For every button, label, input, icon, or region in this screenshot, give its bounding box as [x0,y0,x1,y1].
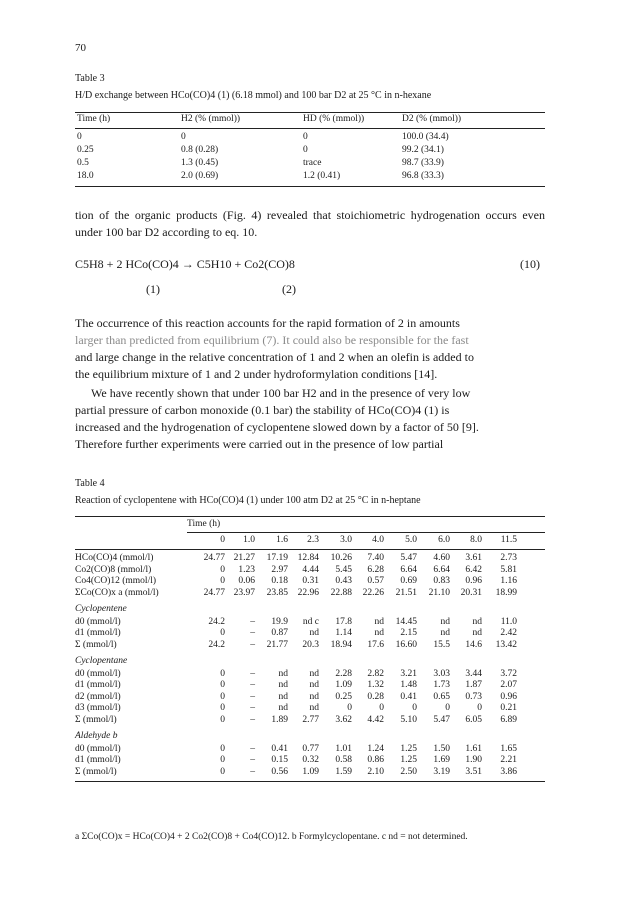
t3-cell: 18.0 [77,171,94,181]
t3-cell: 0 [303,145,308,155]
t4-cell: 6.64 [400,564,417,575]
t4-time-col: 8.0 [470,535,482,545]
t4-cell: 0.41 [400,691,417,702]
t4-cell: 13.42 [495,639,517,650]
t4-cell: 21.77 [266,639,288,650]
t4-cell: 24.2 [208,616,225,627]
t4-cell: 3.72 [500,668,517,679]
t4-cell: 20.3 [302,639,319,650]
t4-cell: 0.18 [271,576,288,586]
t3-cell: 2.0 (0.69) [181,171,219,181]
t4-cell: 1.16 [500,576,517,586]
t4-cell: 1.24 [367,743,384,754]
table-rule [75,549,545,550]
t4-cell: 2.82 [367,668,384,679]
t4-cell: 10.26 [330,553,352,563]
t4-cell: 2.73 [500,553,517,563]
t4-cell: 22.96 [297,587,319,598]
t4-cell: – [250,703,255,713]
t4-cell: 3.03 [433,668,450,679]
t4-cell: 0.57 [367,576,384,586]
t4-cell: 0.41 [271,743,288,754]
t4-cell: 19.9 [271,616,288,627]
t3-cell: 1.3 (0.45) [181,158,219,168]
t4-cell: 5.47 [400,553,417,563]
t4-cell: 0.86 [367,755,384,765]
t4-cell: nd [374,616,384,627]
t4-cell: 0 [220,576,225,586]
t4-cell: 21.27 [233,553,255,563]
t3-header-time: Time (h) [77,114,111,124]
t4-cell: 1.65 [500,743,517,754]
t3-cell: 100.0 (34.4) [402,132,449,142]
t4-cell: 1.25 [400,755,417,765]
table4-caption: Reaction of cyclopentene with HCo(CO)4 (1) under 100 atm D2 at 25 °C in n-heptane [75,495,421,506]
t4-row-label: d0 (mmol/l) [75,668,121,679]
t3-cell: 0 [303,132,308,142]
t4-cell: 3.44 [465,668,482,679]
t4-cell: 17.6 [367,639,384,650]
equation-label-1: (1) [146,282,160,296]
t4-cell: nd [309,703,319,713]
t4-cell: nd c [302,616,319,627]
t4-cell: 0.96 [500,691,517,702]
t4-cell: nd [440,616,450,627]
t4-cell: 0.28 [367,691,384,702]
t4-cell: 6.28 [367,564,384,575]
t4-row-label: HCo(CO)4 (mmol/l) [75,553,154,563]
t4-cell: 1.01 [335,743,352,754]
t4-cell: 2.77 [302,714,319,725]
t3-cell: 96.8 (33.3) [402,171,444,181]
t4-cell: 3.19 [433,766,450,777]
t4-cell: 4.42 [367,714,384,725]
table4-footnote: a ΣCo(CO)x = HCo(CO)4 + 2 Co2(CO)8 + Co4(CO)12. b Formylcyclopentane. c nd = not determined. [75,832,468,842]
t4-row-label: d0 (mmol/l) [75,743,121,754]
t4-cell: – [250,616,255,627]
t4-cell: 0.96 [465,576,482,586]
t4-time-col: 11.5 [500,535,517,545]
t4-cell: 2.42 [500,628,517,638]
t4-cell: 0.77 [302,743,319,754]
equation-label-2: (2) [282,282,296,296]
t4-cell: 0 [412,703,417,713]
t4-cell: 3.61 [465,553,482,563]
t3-cell: 0.25 [77,145,94,155]
t4-cell: 21.10 [428,587,450,598]
t4-cell: 21.51 [395,587,417,598]
t4-time-header: Time (h) [187,519,221,529]
t4-time-col: 2.3 [307,535,319,545]
t4-cell: 3.86 [500,766,517,777]
t4-cell: 0.31 [302,576,319,586]
t4-cell: 14.6 [465,639,482,650]
t3-cell: 1.2 (0.41) [303,171,341,181]
t4-cell: 23.97 [233,587,255,598]
t4-cell: – [250,743,255,754]
table3-label: Table 3 [75,73,105,84]
t4-cell: 14.45 [395,616,417,627]
para3-line4: Therefore further experiments were carried out in the presence of low partial [75,437,444,451]
para3-line1: We have recently shown that under 100 bar H2 and in the presence of very low [91,386,471,400]
t4-cell: 2.07 [500,680,517,690]
t4-cell: 0 [220,680,225,690]
t4-cell: 4.44 [302,564,319,575]
t4-cell: – [250,680,255,690]
t4-cell: nd [309,680,319,690]
t4-time-col: 4.0 [372,535,384,545]
t4-cell: – [250,755,255,765]
t4-cell: 0.65 [433,691,450,702]
t4-cell: 0 [220,691,225,702]
t4-cell: 0.21 [500,703,517,713]
t3-cell: 99.2 (34.1) [402,145,444,155]
t4-cell: 24.77 [203,553,225,563]
para3-line2: partial pressure of carbon monoxide (0.1 bar) the stability of HCo(CO)4 (1) is [75,403,450,417]
table3 [75,112,545,192]
table-rule [75,781,545,782]
t4-cell: 5.47 [433,714,450,725]
t4-cell: 2.28 [335,668,352,679]
t4-row-label: Σ (mmol/l) [75,639,117,650]
para2-line1: The occurrence of this reaction accounts for the rapid formation of 2 in amounts [75,316,460,330]
t4-group-title: Cyclopentane [75,656,128,666]
t4-cell: 0 [220,743,225,754]
t3-cell: trace [303,158,322,168]
t4-cell: 23.85 [266,587,288,598]
t4-cell: 0 [347,703,352,713]
t3-cell: 0 [181,132,186,142]
t4-cell: 0.83 [433,576,450,586]
t4-cell: 0 [477,703,482,713]
table4 [75,516,545,836]
table3-caption: H/D exchange between HCo(CO)4 (1) (6.18 mmol) and 100 bar D2 at 25 °C in n-hexane [75,90,432,101]
t4-time-col: 1.0 [243,535,255,545]
t4-row-label: Co2(CO)8 (mmol/l) [75,564,152,575]
t4-cell: 2.10 [367,766,384,777]
t4-row-label: d1 (mmol/l) [75,755,121,765]
t4-cell: 3.51 [465,766,482,777]
t4-time-col: 3.0 [340,535,352,545]
t4-cell: 5.81 [500,564,517,575]
t4-cell: 0.73 [465,691,482,702]
t4-cell: 0 [220,703,225,713]
t3-cell: 0 [77,132,82,142]
t4-cell: 0.43 [335,576,352,586]
t4-cell: 1.32 [367,680,384,690]
t4-cell: 18.99 [495,587,517,598]
t4-cell: nd [278,703,288,713]
t3-header-h2: H2 (% (mmol)) [181,114,241,124]
t4-cell: 1.90 [465,755,482,765]
t4-cell: 5.10 [400,714,417,725]
t4-cell: nd [309,668,319,679]
t4-cell: 1.14 [335,628,352,638]
t4-time-col: 6.0 [438,535,450,545]
t4-cell: nd [278,668,288,679]
t4-cell: 20.31 [460,587,482,598]
t4-cell: 6.42 [465,564,482,575]
para2-line4: the equilibrium mixture of 1 and 2 under hydroformylation conditions [14]. [75,367,438,381]
t4-row-label: Co4(CO)12 (mmol/l) [75,576,157,586]
t4-group-title: Cyclopentene [75,604,127,614]
t4-cell: nd [309,691,319,702]
table-rule [75,516,545,517]
page-number: 70 [75,42,86,54]
para2-line3: and large change in the relative concentration of 1 and 2 when an olefin is added to [75,350,474,364]
t4-cell: – [250,714,255,725]
t4-cell: 1.73 [433,680,450,690]
t3-header-d2: D2 (% (mmol)) [402,114,462,124]
t4-cell: 0.25 [335,691,352,702]
t4-cell: 0.15 [271,755,288,765]
t4-cell: 2.15 [400,628,417,638]
t4-time-col: 1.6 [276,535,288,545]
t4-cell: nd [374,628,384,638]
t3-cell: 0.8 (0.28) [181,145,219,155]
t4-cell: 0 [220,668,225,679]
t4-cell: 15.5 [433,639,450,650]
t4-row-label: ΣCo(CO)x a (mmol/l) [75,587,159,598]
t4-cell: 6.05 [465,714,482,725]
paragraph-2 [75,315,545,383]
table-rule [187,532,545,533]
equation-10: C5H8 + 2 HCo(CO)4 → C5H10 + Co2(CO)8 [75,257,295,271]
t4-cell: 0.58 [335,755,352,765]
t4-cell: 4.60 [433,553,450,563]
t4-cell: 0 [220,755,225,765]
t4-cell: 1.09 [335,680,352,690]
t4-cell: 7.40 [367,553,384,563]
t4-cell: 2.21 [500,755,517,765]
t4-cell: 2.97 [271,564,288,575]
t4-cell: 1.59 [335,766,352,777]
t4-cell: 0 [445,703,450,713]
t4-cell: 1.48 [400,680,417,690]
t4-cell: 16.60 [395,639,417,650]
t4-row-label: d2 (mmol/l) [75,691,121,702]
t4-cell: 1.69 [433,755,450,765]
t4-cell: 11.0 [500,616,517,627]
t4-cell: 3.62 [335,714,352,725]
para2-line2: larger than predicted from equilibrium (7). It could also be responsible for the fast [75,333,469,347]
equation-number: (10) [520,257,540,271]
t4-cell: 6.64 [433,564,450,575]
t4-cell: – [250,639,255,650]
t4-cell: 3.21 [400,668,417,679]
t4-time-col: 0 [220,535,225,545]
t4-cell: 0.87 [271,628,288,638]
t4-cell: 17.19 [266,553,288,563]
table4-label: Table 4 [75,478,105,489]
t4-cell: 24.77 [203,587,225,598]
t4-row-label: Σ (mmol/l) [75,714,117,725]
t4-cell: 12.84 [297,553,319,563]
t4-cell: – [250,668,255,679]
t4-cell: 1.89 [271,714,288,725]
t4-cell: 1.50 [433,743,450,754]
t4-cell: 1.09 [302,766,319,777]
t4-cell: nd [472,628,482,638]
t4-cell: 1.87 [465,680,482,690]
paragraph-3 [75,385,545,453]
t3-header-hd: HD (% (mmol)) [303,114,365,124]
t4-time-col: 5.0 [405,535,417,545]
t4-row-label: d1 (mmol/l) [75,628,121,638]
t4-cell: nd [278,680,288,690]
t4-cell: 0 [379,703,384,713]
t4-cell: nd [472,616,482,627]
t4-cell: 6.89 [500,714,517,725]
para3-line3: increased and the hydrogenation of cyclopentene slowed down by a factor of 50 [9]. [75,420,479,434]
t4-cell: 1.25 [400,743,417,754]
t4-cell: 5.45 [335,564,352,575]
t4-cell: 0 [220,766,225,777]
t4-cell: nd [309,628,319,638]
t4-cell: 0.69 [400,576,417,586]
t4-cell: 22.26 [362,587,384,598]
t4-cell: – [250,628,255,638]
t4-cell: 0 [220,628,225,638]
t3-cell: 98.7 (33.9) [402,158,444,168]
t4-cell: 0.32 [302,755,319,765]
t4-cell: 0.56 [271,766,288,777]
t4-cell: – [250,766,255,777]
t4-cell: 0 [220,714,225,725]
t3-cell: 0.5 [77,158,89,168]
t4-cell: – [250,691,255,702]
t4-cell: nd [440,628,450,638]
t4-cell: 24.2 [208,639,225,650]
t4-cell: 0 [220,564,225,575]
t4-cell: 1.23 [238,564,255,575]
t4-cell: 0.06 [238,576,255,586]
t4-cell: 18.94 [330,639,352,650]
t4-cell: 1.61 [465,743,482,754]
t4-cell: 2.50 [400,766,417,777]
t4-row-label: d3 (mmol/l) [75,703,121,713]
t4-cell: 22.88 [330,587,352,598]
t4-row-label: d0 (mmol/l) [75,616,121,627]
t4-cell: 17.8 [335,616,352,627]
t4-row-label: d1 (mmol/l) [75,680,121,690]
body-text-1: tion of the organic products (Fig. 4) revealed that stoichiometric hydrogenation occurs even under 100 bar D2 according to eq. 10. [75,208,545,239]
t4-cell: nd [278,691,288,702]
t4-row-label: Σ (mmol/l) [75,766,117,777]
t4-group-title: Aldehyde b [75,731,118,741]
